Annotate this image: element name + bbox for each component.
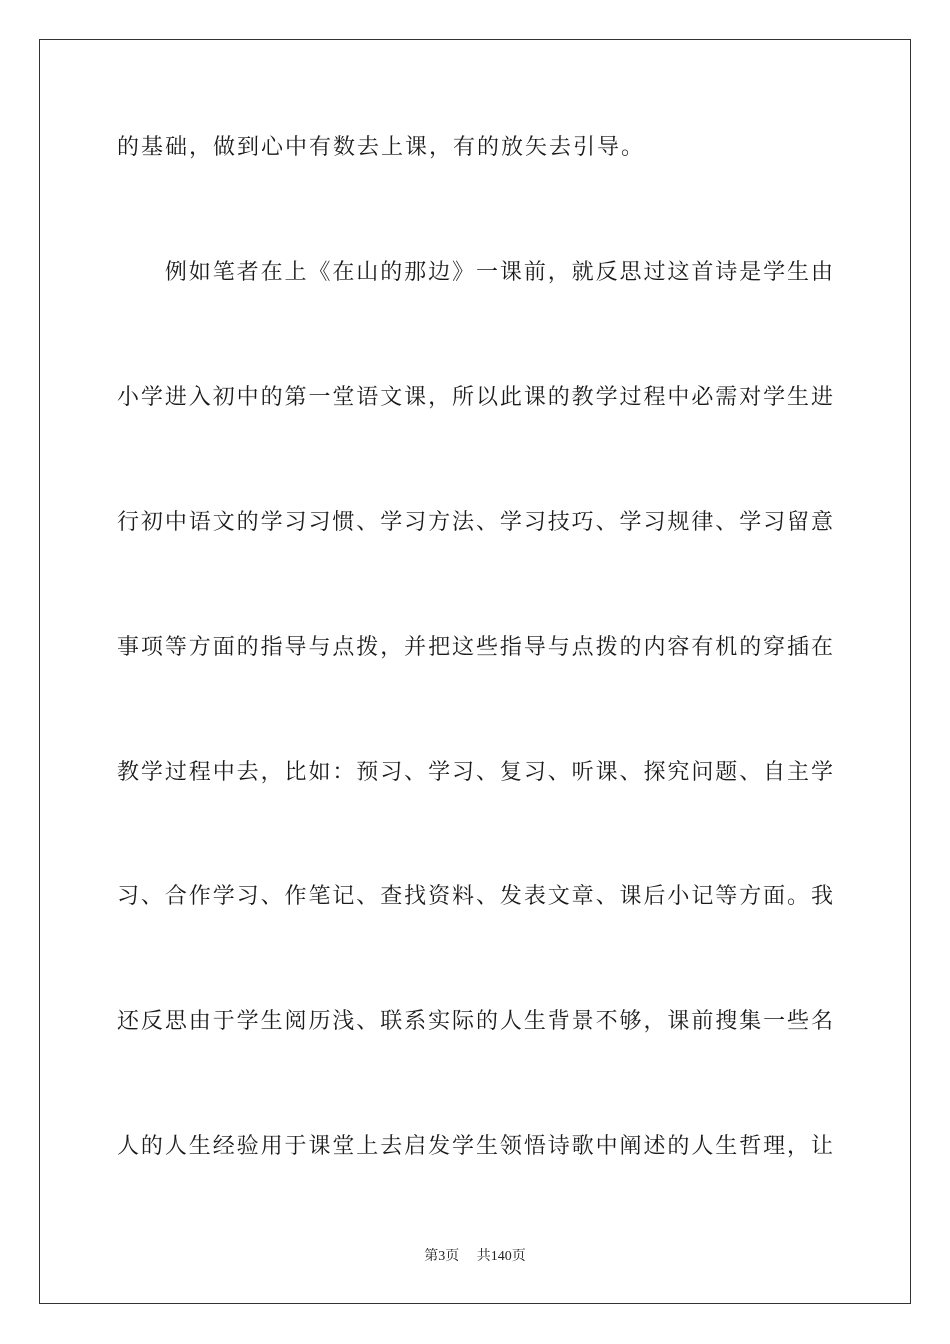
body-text-line: 例如笔者在上《在山的那边》一课前，就反思过这首诗是学生由 [117,260,833,285]
page-number-footer: 第3页 共140页 [424,1249,526,1264]
body-text-line: 小学进入初中的第一堂语文课，所以此课的教学过程中必需对学生进 [117,385,833,410]
page-border [39,39,911,1304]
body-text-line: 行初中语文的学习习惯、学习方法、学习技巧、学习规律、学习留意 [117,510,833,535]
body-text-line: 教学过程中去，比如：预习、学习、复习、听课、探究问题、自主学 [117,760,833,785]
body-text-line: 习、合作学习、作笔记、查找资料、发表文章、课后小记等方面。我 [117,884,833,909]
body-text-line: 的基础，做到心中有数去上课，有的放矢去引导。 [117,135,646,160]
body-text-line: 事项等方面的指导与点拨，并把这些指导与点拨的内容有机的穿插在 [117,635,833,660]
body-text-line: 人的人生经验用于课堂上去启发学生领悟诗歌中阐述的人生哲理，让 [117,1134,833,1159]
body-text-line: 还反思由于学生阅历浅、联系实际的人生背景不够，课前搜集一些名 [117,1009,833,1034]
